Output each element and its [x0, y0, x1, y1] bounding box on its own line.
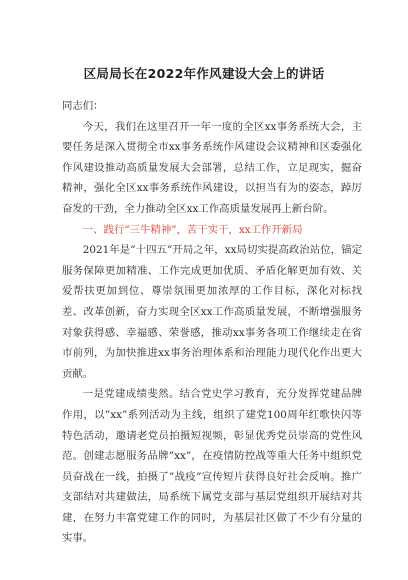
document-body [62, 96, 362, 549]
salutation: 同志们： [62, 100, 104, 112]
paragraph-party-building: 一是党建成绩斐然。结合党史学习教育，充分发挥党建品牌作用，以”xx”系列活动为主线，组织了建党100周年红歌快闪等特色活动，邀请老党员拍摄短视频，彰显优秀党员崇高的党性风范。创建志愿服务品牌”xx”，在疫情防控战等重大任务中组织党员奋战在一线，拍摄了”战疫”宣传短片获得良好社会反响。推广支部结对共建做法，局系统下属党支部与基层党组织开展结对共建，在努力丰富党建工作的同时，为基层社区做了不少有分量的实事。 [62, 388, 362, 545]
document-title: 区局局长在2022年作风建设大会上的讲话 [83, 66, 325, 81]
paragraph-intro: 今天，我们在这里召开一年一度的全区xx事务系统大会，主要任务是深入贯彻全市xx事务系统作风建设会议精神和区委强化作风建设推动高质量发展大会部署，总结工作，立足现实，掘奋精神，强化全区xx事务系统作风建设，以担当有为的姿态，踔厉奋发的干劲，全力推动全区xx工作高质量发展再上新台阶。 [62, 120, 362, 215]
paragraph-overview: 2021年是”十四五”开局之年，xx局切实提高政治站位，锚定服务保障更加精准、工作完成更加优质、矛盾化解更加有效、关爱帮扶更加到位、尊崇氛围更加浓厚的工作目标，深化对标找差、改革创新，奋力实现全区xx工作高质量发展，不断增强服务对象获得感、幸福感、荣誉感，推动xx事务各项工作继续走在省市前列，为加快推进xx事务治理体系和治理能力现代化作出更大贡献。 [62, 244, 362, 380]
section-heading: 一、践行”三牛精神”，苦干实干，xx工作开新局 [82, 223, 303, 236]
